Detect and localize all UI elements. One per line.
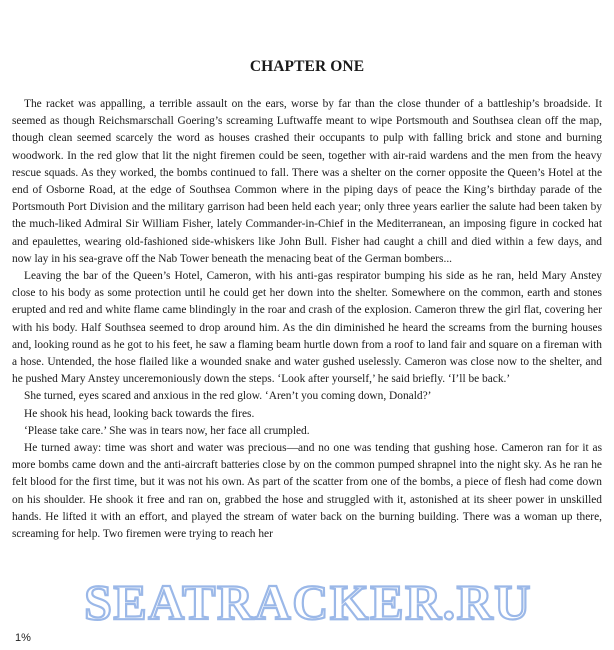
chapter-title: CHAPTER ONE bbox=[249, 58, 365, 75]
paragraph: She turned, eyes scared and anxious in the red glow. ‘Aren’t you coming down, Donald?’ bbox=[24, 390, 432, 403]
paragraph: The racket was appalling, a terrible assault on the ears, worse by far than the close thunder of a battleship’s broadside. It seemed as though Reichsmarschall Goering’s screaming Luftwaffe meant to wipe Portsmouth and Southsea clean off the map, though clean seemed scarcely the word as houses crashed their occupants to pulp with falling brick and stone and burning woodwork. In the red glow that lit the night firemen could be seen, together with air-raid wardens and the men from the heavy rescue squads. As they worked, the bombs continued to fall. There was a shelter on the corner opposite the Queen’s Hotel at the end of Osborne Road, at the edge of Southsea Common where in the piping days of peace the King’s birthday parade of the Portsmouth Port Division and the military garrison had been held each year; only three years earlier the salute had been taken by the much-liked Admiral Sir William Fisher, lately Commander-in-Chief in the Mediterranean, an imposing figure in cocked hat and epaulettes, wearing old-fashioned side-whiskers like John Bull. Fisher had caught a chill and died within a few days, and now lay in his sea-grave off the Nab Tower beneath the menacing beat of the German bombers... bbox=[12, 98, 602, 265]
paragraph: He shook his head, looking back towards the fires. bbox=[24, 407, 255, 420]
paragraph: Leaving the bar of the Queen’s Hotel, Cameron, with his anti-gas respirator bumping his side as he ran, held Mary Anstey close to his body as some protection until he could get her down into the shelter. Somewhere on the common, earth and stones erupted and red and white flame came blindingly in the roar and crash of the explosion. Cameron threw the girl flat, covering her with his body. Half Southsea seemed to drop around him. As the din diminished he heard the screams from the burning houses and, looking round as he got to his feet, he saw a flaming beam hurtle down from a roof to land fair and square on a fireman with a hose. Untended, the hose flailed like a wounded snake and water gushed uselessly. Cameron was close now to the shelter, and he pushed Mary Anstey unceremoniously down the steps. ‘Look after yourself,’ he said briefly. ‘I’ll be back.’ bbox=[12, 270, 602, 386]
chapter-body bbox=[12, 96, 602, 543]
paragraph: He turned away: time was short and water was precious—and no one was tending that gushing hose. Cameron ran for it as more bombs came down and the anti-aircraft batteries close by on the common pumped shrapnel into the night sky. As he ran he felt blood for the first time, but it was not his own. As part of the scatter from one of the bombs, a piece of flesh had come down on his shoulder. He shook it free and ran on, grabbed the hose and struggled with it, astonished at its sheer power in unskilled hands. He lifted it with an effort, and played the stream of water back on the burning building. There was a woman up there, screaming for help. Two firemen were trying to reach her bbox=[12, 442, 602, 541]
reading-progress: 1% bbox=[15, 632, 31, 644]
watermark-text: SEATRACKER.RU bbox=[84, 574, 532, 630]
watermark bbox=[8, 572, 608, 632]
paragraph: ‘Please take care.’ She was in tears now, her face all crumpled. bbox=[24, 424, 310, 437]
